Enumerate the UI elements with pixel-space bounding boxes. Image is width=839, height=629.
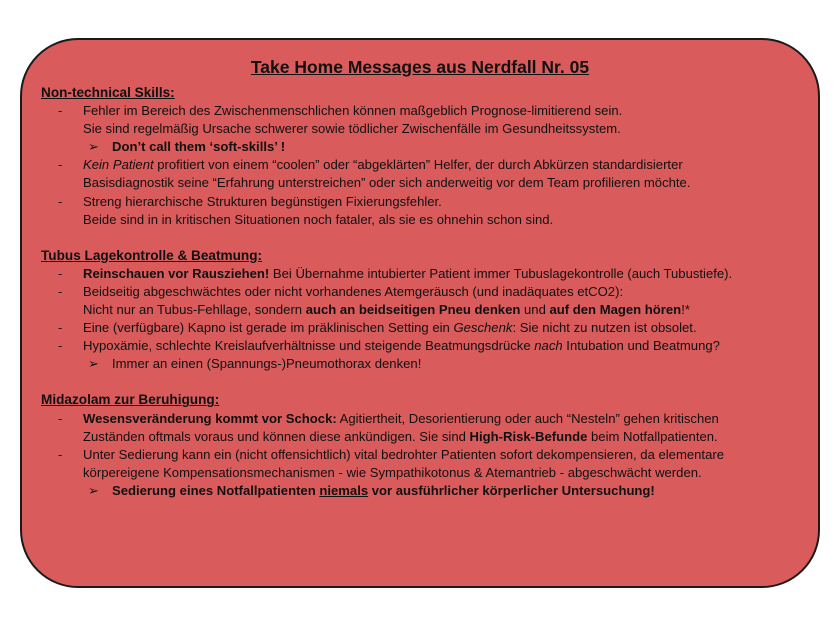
list-item [41,265,806,283]
arrow-item [41,482,806,500]
bullet-dash: - [58,193,63,209]
list-item [41,319,806,337]
text-run: Sedierung eines Notfallpatienten [112,482,320,498]
item-line: Fehler im Bereich des Zwischenmenschlichen können maßgeblich Prognose-limitierend sein. [83,103,623,119]
arrow-text: Immer an einen (Spannungs-)Pneumothorax denken! [112,356,422,372]
italic-text: nach [534,338,563,354]
text-run: beim Notfallpatienten. [587,428,718,444]
bullet-dash: - [58,410,63,426]
list-item [41,156,806,192]
text-run: Hypoxämie, schlechte Kreislaufverhältnisse und steigende Beatmungsdrücke [83,338,535,354]
bullet-dash: - [58,283,63,299]
text-run: : Sie nicht zu nutzen ist obsolet. [512,320,697,336]
bullet-dash: - [58,320,63,336]
text-run: !* [681,302,690,318]
text-run: Nicht nur an Tubus-Fehllage, sondern [83,302,306,318]
bold-text: High-Risk-Befunde [469,428,588,444]
item-line: körpereigene Kompensationsmechanismen - wie Sympathikotonus & Atemantrieb - abgeschwächt werden. [83,464,702,480]
item-line: Basisdiagnostik seine “Erfahrung unterstreichen” oder sich anderweitig vor dem Team profilieren möchte. [83,175,691,191]
item-line: Beidseitig abgeschwächtes oder nicht vorhandenes Atemgeräusch (und inadäquates etCO2): [83,283,624,299]
item-line [83,301,806,319]
arrow-item [41,138,806,156]
italic-text: Geschenk [453,320,513,336]
list-item [41,410,806,446]
card-content [41,84,806,500]
underlined-text: niemals [319,482,369,498]
bullet-dash: - [58,446,63,462]
list-item [41,102,806,138]
section-spacer [41,373,806,391]
text-run: vor ausführlicher körperlicher Untersuchung! [368,482,655,498]
arrow-item [41,355,806,373]
item-line: Unter Sedierung kann ein (nicht offensichtlich) vital bedrohter Patienten sofort dekompensieren, da elementare [83,446,724,462]
bullet-dash: - [58,265,63,281]
text-run: Bei Übernahme intubierter Patient immer Tubuslagekontrolle (auch Tubustiefe). [269,265,733,281]
arrow-bullet-icon: ➢ [88,356,99,372]
take-home-card [20,38,820,588]
text-run: und [520,302,550,318]
item-line: Streng hierarchische Strukturen begünstigen Fixierungsfehler. [83,193,442,209]
text-run: Zuständen oftmals voraus und können diese ankündigen. Sie sind [83,428,470,444]
bullet-dash: - [58,157,63,173]
italic-text: Kein Patient [83,157,154,173]
list-item [41,283,806,319]
item-line [83,319,806,337]
arrow-text: Don’t call them ‘soft-skills’ ! [112,139,286,155]
section-heading-midazolam: Midazolam zur Beruhigung: [41,392,220,408]
bold-text: Reinschauen vor Rausziehen! [83,265,270,281]
text-run: Eine (verfügbare) Kapno ist gerade im präklinischen Setting ein [83,320,454,336]
arrow-bullet-icon: ➢ [88,482,99,498]
bullet-dash: - [58,338,63,354]
text-run: Agitiertheit, Desorientierung oder auch “Nesteln” gehen kritischen [336,410,719,426]
text-run: profitiert von einem “coolen” oder “abgeklärten” Helfer, der durch Abkürzen standardisierter [153,157,683,173]
card-title: Take Home Messages aus Nerdfall Nr. 05 [250,57,590,77]
section-spacer [41,229,806,247]
arrow-text [112,483,655,498]
bold-text: Wesensveränderung kommt vor Schock: [83,410,337,426]
bullet-dash: - [58,103,63,119]
text-run: Intubation und Beatmung? [562,338,720,354]
section-heading-non-technical-skills: Non-technical Skills: [41,85,175,100]
section-heading-tubus: Tubus Lagekontrolle & Beatmung: [41,247,263,263]
item-line: Sie sind regelmäßig Ursache schwerer sowie tödlicher Zwischenfälle im Gesundheitssystem. [83,121,621,137]
bold-text: auch an beidseitigen Pneu denken [305,302,521,318]
item-line: Beide sind in in kritischen Situationen noch fataler, als sie es ohnehin schon sind. [83,211,554,227]
list-item [41,193,806,229]
bold-text: auf den Magen hören [549,302,682,318]
item-line [83,265,806,283]
arrow-bullet-icon: ➢ [88,139,99,155]
list-item [41,337,806,355]
item-line [83,428,806,446]
item-line [83,410,806,428]
item-line [83,337,806,355]
item-line [83,156,806,174]
list-item [41,446,806,482]
